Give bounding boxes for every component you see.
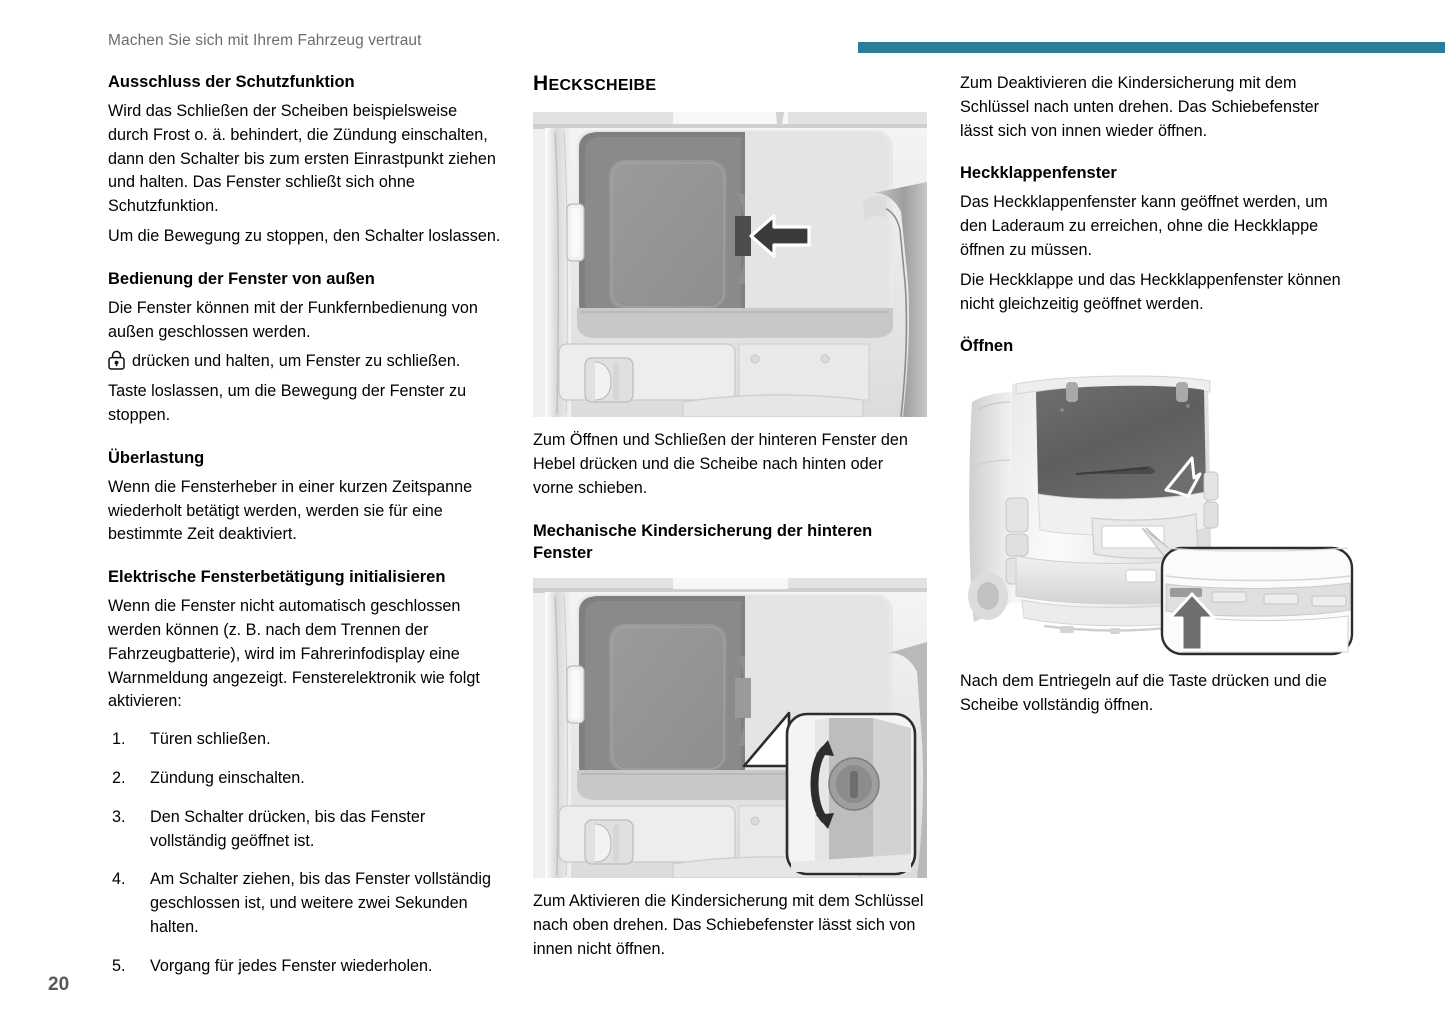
page-number: 20 bbox=[48, 974, 70, 995]
paragraph-initialisieren: Wenn die Fenster nicht automatisch geschlossen werden können (z. B. nach dem Trennen der Fahrzeugbatterie), wird im Fahrerinfodisplay eine Warnmeldung angezeigt. Fensterelektronik wie folgt aktivieren: bbox=[108, 597, 480, 711]
list-item bbox=[108, 955, 502, 979]
heading-oeffnen: Öffnen bbox=[960, 337, 1014, 356]
list-item-number: 5. bbox=[112, 956, 126, 975]
list-item-label: Den Schalter drücken, bis das Fenster vollständig geöffnet ist. bbox=[150, 807, 426, 850]
column-right bbox=[960, 72, 1354, 724]
list-item-number: 3. bbox=[112, 807, 126, 826]
list-item-label: Am Schalter ziehen, bis das Fenster vollständig geschlossen ist, und weitere zwei Sekunden halten. bbox=[150, 870, 492, 937]
page-title-heckscheibe bbox=[533, 72, 927, 96]
heading-mechanische-kindersicherung: Mechanische Kindersicherung der hinteren Fenster bbox=[533, 521, 873, 562]
list-item-label: Zündung einschalten. bbox=[150, 769, 305, 787]
paragraph-kindersicherung-deaktivieren: Zum Deaktivieren die Kindersicherung mit dem Schlüssel nach unten drehen. Das Schiebefenster lässt sich von innen wieder öffnen. bbox=[960, 74, 1320, 140]
paragraph-heckklappenfenster-2: Die Heckklappe und das Heckklappenfenster können nicht gleichzeitig geöffnet werden. bbox=[960, 270, 1341, 313]
figure-tailgate-window-open bbox=[960, 370, 1354, 658]
paragraph-ueberlastung: Wenn die Fensterheber in einer kurzen Zeitspanne wiederholt betätigt werden, werden sie für eine bestimmte Zeit deaktiviert. bbox=[108, 477, 473, 544]
paragraph-taste-loslassen: Taste loslassen, um die Bewegung der Fenster zu stoppen. bbox=[108, 382, 467, 424]
paragraph-taste-druecken: Nach dem Entriegeln auf die Taste drücken und die Scheibe vollständig öffnen. bbox=[960, 672, 1327, 715]
heading-heckklappenfenster: Heckklappenfenster bbox=[960, 164, 1117, 183]
list-item-label: Vorgang für jedes Fenster wiederholen. bbox=[150, 956, 433, 975]
heading-bedienung-der-fenster-von-aussen: Bedienung der Fenster von außen bbox=[108, 269, 375, 288]
list-item-number: 2. bbox=[112, 769, 126, 787]
list-item bbox=[108, 767, 502, 791]
heading-elektrische-fensterbetaetigung: Elektrische Fensterbetätigung initialisieren bbox=[108, 568, 446, 587]
column-middle bbox=[533, 72, 927, 968]
lock-icon-instruction-text: drücken und halten, um Fenster zu schließen. bbox=[132, 352, 461, 371]
lock-icon-instruction-line bbox=[108, 350, 502, 374]
paragraph-kindersicherung-aktivieren: Zum Aktivieren die Kindersicherung mit dem Schlüssel nach oben drehen. Das Schiebefenster lässt sich von innen nicht öffnen. bbox=[533, 892, 924, 959]
list-item bbox=[108, 806, 502, 854]
paragraph-hebel-druecken: Zum Öffnen und Schließen der hinteren Fenster den Hebel drücken und die Scheibe nach hinten oder vorne schieben. bbox=[533, 431, 908, 497]
figure-rear-window-child-lock bbox=[533, 578, 927, 878]
paragraph-heckklappenfenster-1: Das Heckklappenfenster kann geöffnet werden, um den Laderaum zu erreichen, ohne die Heckklappe öffnen zu müssen. bbox=[960, 193, 1328, 259]
list-item-number: 1. bbox=[112, 730, 126, 749]
list-item-number: 4. bbox=[112, 870, 126, 889]
section-title-remainder: ECKSCHEIBE bbox=[548, 77, 657, 94]
running-header-title: Machen Sie sich mit Ihrem Fahrzeug vertraut bbox=[108, 32, 422, 49]
lock-icon bbox=[108, 350, 125, 370]
list-item-label: Türen schließen. bbox=[150, 730, 271, 749]
tailgate-button-callout bbox=[1162, 548, 1352, 654]
heading-ueberlastung: Überlastung bbox=[108, 448, 205, 467]
column-left bbox=[108, 72, 502, 994]
paragraph-schutzfunktion-1: Wird das Schließen der Scheiben beispielsweise durch Frost o. ä. behindert, die Zündung einschalten, dann den Schalter bis zum ersten Einrastpunkt ziehen und halten. Das Fenster schließt sich ohne Schutzfunktion. bbox=[108, 101, 496, 216]
section-title-initial: H bbox=[533, 72, 549, 95]
page-header bbox=[0, 0, 1445, 60]
paragraph-schutzfunktion-2: Um die Bewegung zu stoppen, den Schalter loslassen. bbox=[108, 227, 501, 245]
initialisieren-steps-list bbox=[108, 728, 502, 979]
heading-ausschluss-der-schutzfunktion: Ausschluss der Schutzfunktion bbox=[108, 73, 355, 91]
paragraph-funkfernbedienung: Die Fenster können mit der Funkfernbedienung von außen geschlossen werden. bbox=[108, 298, 478, 341]
header-accent-rule bbox=[858, 42, 1445, 53]
list-item bbox=[108, 728, 502, 752]
figure-rear-side-window-lever bbox=[533, 112, 927, 417]
list-item bbox=[108, 868, 502, 939]
